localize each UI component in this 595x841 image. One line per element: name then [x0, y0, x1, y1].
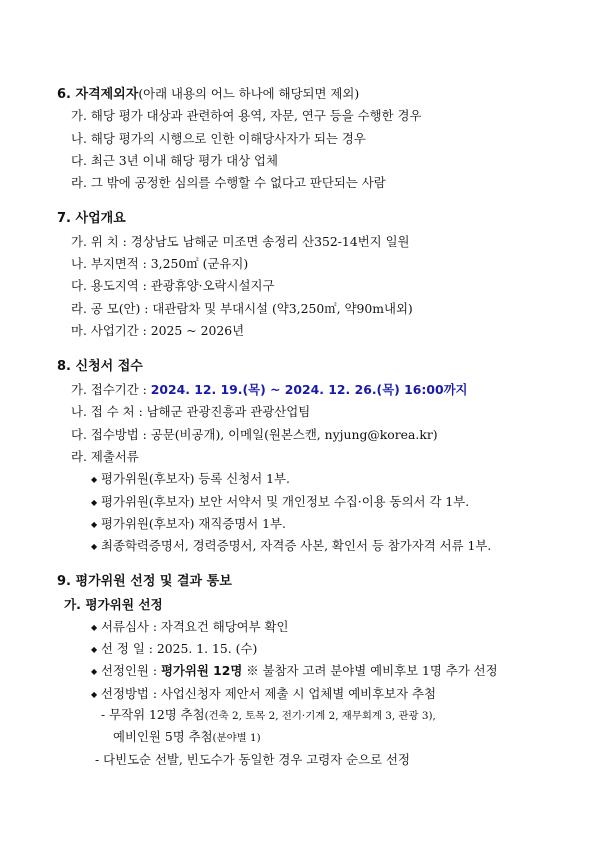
- document-list-text: 평가위원(후보자) 등록 신청서 1부.: [101, 471, 290, 486]
- random-draw-line: [101, 707, 436, 724]
- document-list-text: 최종학력증명서, 경력증명서, 자격증 사본, 확인서 등 참가자격 서류 1부.: [101, 538, 492, 553]
- period-value: 2024. 12. 19.(목) ~ 2024. 12. 26.(목) 16:00까지: [150, 382, 468, 397]
- section-6-item: 라. 그 밖에 공정한 심의를 수행할 수 없다고 판단되는 사람: [71, 175, 386, 190]
- section-6-item: 가. 해당 평가 대상과 관련하여 용역, 자문, 연구 등을 수행한 경우: [71, 108, 422, 123]
- section-9-subtitle: 가. 평가위원 선정: [64, 597, 163, 612]
- section-7-item: 라. 공 모(안) : 대관람차 및 부대시설 (약3,250㎡, 약90m내외): [71, 301, 413, 316]
- selection-list-item: [91, 686, 436, 703]
- diamond-bullet-icon: ◆: [91, 520, 98, 529]
- section-7-item: 나. 부지면적 : 3,250㎡ (군유지): [71, 256, 249, 271]
- tiebreak-line: - 다빈도순 선발, 빈도수가 동일한 경우 고령자 순으로 선정: [95, 752, 410, 767]
- section-7-title: 7. 사업개요: [57, 211, 126, 226]
- reserve-main: 예비인원 5명 추첨: [113, 729, 213, 744]
- count-value: 평가위원 12명: [160, 663, 243, 678]
- selection-date-text: 선 정 일 : 2025. 1. 15. (수): [101, 641, 258, 656]
- section-6-title: 6. 자격제외자: [57, 87, 139, 102]
- selection-list-item: [91, 619, 289, 636]
- section-9-title: 9. 평가위원 선정 및 결과 통보: [57, 574, 232, 589]
- selection-list-item: [91, 641, 257, 658]
- document-list-item: [91, 516, 286, 533]
- review-text: 서류심사 : 자격요건 해당여부 확인: [101, 619, 289, 634]
- diamond-bullet-icon: ◆: [91, 542, 98, 551]
- section-7-item: 마. 사업기간 : 2025 ~ 2026년: [71, 323, 245, 338]
- section-6-item: 나. 해당 평가의 시행으로 인한 이해당사자가 되는 경우: [71, 131, 366, 146]
- document-list-text: 평가위원(후보자) 재직증명서 1부.: [101, 516, 286, 531]
- random-detail: (건축 2, 토목 2, 전기·기계 2, 재무회계 3, 관광 3),: [204, 710, 436, 722]
- document-list-item: [91, 538, 491, 555]
- section-8-title: 8. 신청서 접수: [57, 359, 143, 374]
- section-8-item: 라. 제출서류: [71, 449, 139, 464]
- section-8-period: [71, 382, 468, 398]
- section-6-item: 다. 최근 3년 이내 해당 평가 대상 업체: [71, 153, 278, 168]
- document-list-item: [91, 471, 290, 488]
- diamond-bullet-icon: ◆: [91, 623, 98, 632]
- reserve-detail: (분야별 1): [212, 732, 261, 744]
- section-6-heading: [57, 86, 359, 103]
- selection-list-item: [91, 663, 498, 680]
- section-8-item: 다. 접수방법 : 공문(비공개), 이메일(원본스캔, nyjung@korea.kr): [71, 427, 438, 442]
- section-8-item: 나. 접 수 처 : 남해군 관광진흥과 관광산업팀: [71, 404, 311, 419]
- period-label: 가. 접수기간 :: [71, 382, 151, 397]
- count-note: ※ 불참자 고려 분야별 예비후보 1명 추가 선정: [242, 663, 498, 678]
- section-6-note: (아래 내용의 어느 하나에 해당되면 제외): [138, 86, 360, 101]
- diamond-bullet-icon: ◆: [91, 645, 98, 654]
- section-7-item: 다. 용도지역 : 관광휴양·오락시설지구: [71, 278, 275, 293]
- document-list-item: [91, 494, 469, 511]
- count-label: 선정인원 :: [101, 663, 161, 678]
- section-7-item: 가. 위 치 : 경상남도 남해군 미조면 송정리 산352-14번지 일원: [71, 234, 410, 249]
- diamond-bullet-icon: ◆: [91, 498, 98, 507]
- diamond-bullet-icon: ◆: [91, 475, 98, 484]
- random-main: - 무작위 12명 추첨: [101, 707, 205, 722]
- diamond-bullet-icon: ◆: [91, 690, 98, 699]
- document-list-text: 평가위원(후보자) 보안 서약서 및 개인정보 수집·이용 동의서 각 1부.: [101, 494, 470, 509]
- diamond-bullet-icon: ◆: [91, 667, 98, 676]
- method-text: 선정방법 : 사업신청자 제안서 제출 시 업체별 예비후보자 추첨: [101, 686, 436, 701]
- reserve-draw-line: [113, 729, 261, 746]
